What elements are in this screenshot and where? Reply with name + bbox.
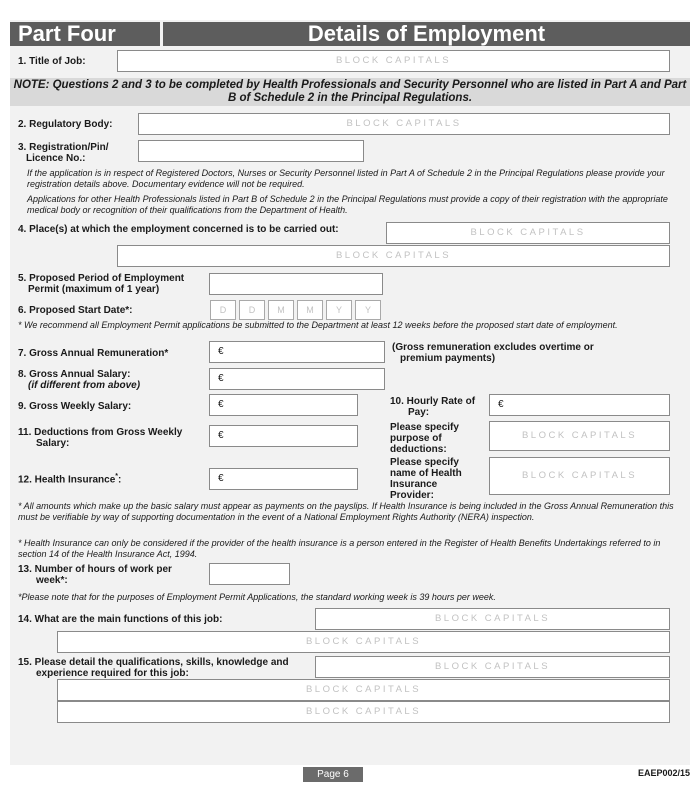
part-heading: Part Four	[10, 22, 160, 46]
gross-annual-remuneration-field[interactable]: €	[209, 341, 385, 363]
employment-place-field-2[interactable]: BLOCK CAPITALS	[117, 245, 670, 267]
info-part-b: Applications for other Health Professionals listed in Part B of Schedule 2 in the Principal Regulations must provide a copy of their registration with the appropriate medical body or recognition of their qualifications from the Department of Health.	[27, 194, 668, 215]
q5-label	[18, 273, 184, 295]
q12-specify-line2: name of Health	[390, 468, 462, 479]
q11-label-line2: Salary:	[36, 438, 70, 449]
q5-label-line1: 5. Proposed Period of Employment	[18, 273, 185, 284]
q11-specify-line2: purpose of	[390, 433, 442, 444]
hourly-rate-field[interactable]: €	[489, 394, 670, 416]
health-insurance-provider-field[interactable]: BLOCK CAPITALS	[489, 457, 670, 495]
health-insurance-note: * Health Insurance can only be considered if the provider of the health insurance is a person entered in the Register of Health Benefits Undertakings referred to in section 14 of the Health Insurance Act, 1994.	[18, 538, 661, 559]
q15-label-line1: 15. Please detail the qualifications, skills, knowledge and	[18, 657, 289, 668]
qualifications-field-1[interactable]: BLOCK CAPITALS	[315, 656, 670, 678]
start-date-day-1[interactable]: D	[210, 300, 236, 320]
gross-annual-salary-field[interactable]: €	[209, 368, 385, 390]
employment-period-field[interactable]	[209, 273, 383, 295]
registration-number-field[interactable]	[138, 140, 364, 162]
q3-label-line2: Licence No.:	[26, 153, 86, 164]
q9-label: 9. Gross Weekly Salary:	[18, 401, 132, 412]
employment-place-field-1[interactable]: BLOCK CAPITALS	[386, 222, 670, 244]
start-date-note: * We recommend all Employment Permit applications be submitted to the Department at least 12 weeks before the proposed start date of employment.	[18, 320, 618, 330]
q8-label-line2: (if different from above)	[28, 380, 141, 391]
q10-label-line2: Pay:	[408, 407, 430, 418]
qualifications-field-2[interactable]: BLOCK CAPITALS	[57, 679, 670, 701]
q11-specify-label	[390, 422, 459, 455]
q6-label: 6. Proposed Start Date*:	[18, 305, 133, 316]
q12-specify-line1: Please specify	[390, 457, 459, 468]
q7-note-line1: (Gross remuneration excludes overtime or	[392, 342, 594, 353]
start-date-year-2[interactable]: Y	[355, 300, 381, 320]
job-functions-field-1[interactable]: BLOCK CAPITALS	[315, 608, 670, 630]
start-date-month-1[interactable]: M	[268, 300, 294, 320]
q4-label: 4. Place(s) at which the employment concerned is to be carried out:	[18, 224, 339, 235]
q12-label-star: *	[115, 473, 118, 480]
q14-label: 14. What are the main functions of this job:	[18, 614, 223, 625]
q10-label	[390, 396, 475, 418]
q7-note-line2: premium payments)	[400, 353, 496, 364]
q12-specify-line3: Insurance	[390, 479, 438, 490]
start-date-month-2[interactable]: M	[297, 300, 323, 320]
regulatory-body-field[interactable]: BLOCK CAPITALS	[138, 113, 670, 135]
deductions-field[interactable]: €	[209, 425, 358, 447]
q11-label-line1: 11. Deductions from Gross Weekly	[18, 427, 183, 438]
q8-label	[18, 369, 140, 391]
q11-label	[18, 427, 182, 449]
q3-label-line1: 3. Registration/Pin/	[18, 142, 109, 153]
q15-label-line2: experience required for this job:	[36, 668, 189, 679]
q11-specify-line1: Please specify	[390, 422, 459, 433]
form-code: EAEP002/15	[637, 768, 690, 778]
q5-label-line2: Permit (maximum of 1 year)	[28, 284, 160, 295]
job-functions-field-2[interactable]: BLOCK CAPITALS	[57, 631, 670, 653]
page-number: Page 6	[303, 767, 363, 782]
start-date-day-2[interactable]: D	[239, 300, 265, 320]
qualifications-field-3[interactable]: BLOCK CAPITALS	[57, 701, 670, 723]
q2-label: 2. Regulatory Body:	[18, 119, 113, 130]
hours-per-week-field[interactable]	[209, 563, 290, 585]
section-title: Details of Employment	[163, 22, 690, 46]
start-date-year-1[interactable]: Y	[326, 300, 352, 320]
health-insurance-field[interactable]: €	[209, 468, 358, 490]
q7-label: 7. Gross Annual Remuneration*	[18, 348, 169, 359]
q13-label	[18, 564, 172, 586]
q12-specify-label	[390, 457, 462, 501]
gross-weekly-salary-field[interactable]: €	[209, 394, 358, 416]
q1-label: 1. Title of Job:	[18, 56, 86, 67]
q7-note	[392, 342, 594, 364]
job-title-field[interactable]: BLOCK CAPITALS	[117, 50, 670, 72]
q12-label-colon: :	[118, 474, 122, 486]
q13-label-line1: 13. Number of hours of work per	[18, 564, 172, 575]
q11-specify-line3: deductions:	[390, 444, 447, 455]
deductions-purpose-field[interactable]: BLOCK CAPITALS	[489, 421, 670, 451]
q15-label	[18, 657, 289, 679]
q12-specify-line4: Provider:	[390, 490, 434, 501]
q3-label	[18, 142, 109, 164]
q12-label-text: 12. Health Insurance	[18, 474, 116, 486]
amounts-note: * All amounts which make up the basic salary must appear as payments on the payslips. If Health Insurance is being included in the Gross Annual Remuneration this must be verifiable by way of supporting documentation in the event of a National Employment Rights Authority (NERA) inspection.	[18, 501, 674, 522]
q8-label-line1: 8. Gross Annual Salary:	[18, 369, 131, 380]
q13-label-line2: week*:	[36, 575, 68, 586]
hours-note: *Please note that for the purposes of Employment Permit Applications, the standard working week is 39 hours per week.	[18, 592, 496, 602]
info-part-a: If the application is in respect of Registered Doctors, Nurses or Security Personnel listed in Part A of Schedule 2 in the Principal Regulations please provide your registration details above. Documentary evidence will not be required.	[27, 168, 665, 189]
note-banner: NOTE: Questions 2 and 3 to be completed by Health Professionals and Security Personnel who are listed in Part A and Part B of Schedule 2 in the Principal Regulations.	[10, 78, 690, 106]
q12-label	[18, 471, 121, 485]
q10-label-line1: 10. Hourly Rate of	[390, 396, 476, 407]
